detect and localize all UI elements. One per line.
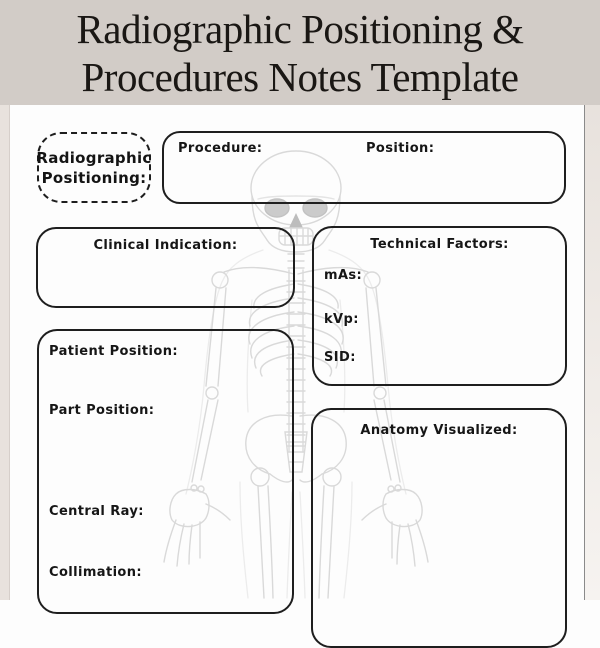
sid-label: SID:	[324, 350, 356, 365]
page-right-margin	[584, 105, 600, 600]
mas-label: mAs:	[324, 268, 363, 283]
procedure-label: Procedure:	[178, 141, 263, 156]
clinical-indication-box[interactable]	[36, 227, 295, 308]
part-position-label: Part Position:	[49, 403, 155, 418]
patient-position-label: Patient Position:	[49, 344, 178, 359]
anatomy-visualized-title: Anatomy Visualized:	[360, 423, 518, 438]
page-header	[0, 0, 600, 105]
central-ray-label: Central Ray:	[49, 504, 144, 519]
page-title-line-1: Radiographic Positioning &	[76, 5, 524, 52]
badge-label-line-2: Positioning:	[41, 168, 147, 187]
patient-position-box[interactable]	[37, 329, 294, 614]
technical-factors-box[interactable]	[312, 226, 567, 386]
radiographic-positioning-badge	[37, 132, 151, 203]
badge-label-line-1: Radiographic	[36, 148, 152, 167]
position-label: Position:	[366, 141, 435, 156]
page-title-line-2: Procedures Notes Template	[81, 53, 519, 100]
page-left-margin	[0, 105, 10, 600]
collimation-label: Collimation:	[49, 565, 143, 580]
anatomy-visualized-box[interactable]	[311, 408, 567, 648]
clinical-indication-label: Clinical Indication:	[93, 238, 238, 253]
kvp-label: kVp:	[324, 312, 359, 327]
procedure-position-box[interactable]	[162, 131, 566, 204]
technical-factors-title: Technical Factors:	[370, 237, 509, 252]
